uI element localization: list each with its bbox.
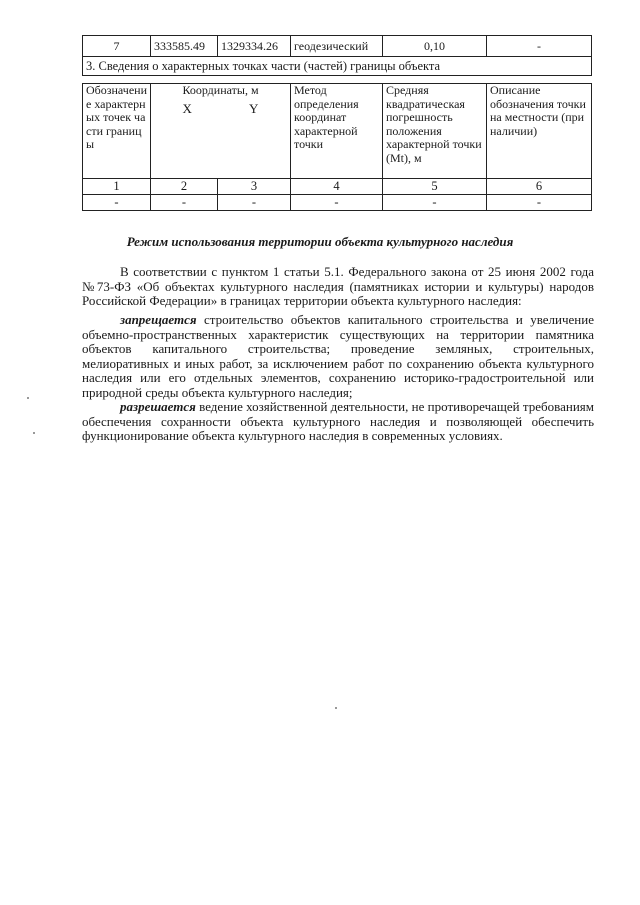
scan-speck	[335, 707, 337, 709]
y-coordinate-cell: 1329334.26	[218, 36, 291, 57]
header-description: Описание обозначения точки на местности (при наличии)	[487, 84, 592, 179]
x-coordinate-cell: 333585.49	[151, 36, 218, 57]
table-row	[83, 36, 592, 57]
table-cell: -	[218, 195, 291, 211]
table-cell: -	[383, 195, 487, 211]
paragraph-intro: В соответствии с пунктом 1 статьи 5.1. Федерального закона от 25 июня 2002 года №73-ФЗ «Об объектах культурного наследия (памятниках истории и культуры) народов Российской Федерации» в границах территории объекта культурного наследия:	[82, 264, 594, 309]
scan-speck	[27, 397, 29, 399]
keyword-prohibited: запрещается	[120, 312, 197, 327]
table-cell: -	[151, 195, 218, 211]
column-number: 4	[291, 179, 383, 195]
coordinates-table-tail	[82, 35, 592, 76]
column-numbers-row	[83, 179, 592, 195]
part-boundary-points-table	[82, 83, 592, 211]
header-coordinates	[151, 84, 291, 179]
table-cell: -	[83, 195, 151, 211]
table-cell: -	[487, 195, 592, 211]
header-x: X	[182, 100, 192, 116]
section-3-heading: 3. Сведения о характерных точках части (частей) границы объекта	[83, 57, 592, 76]
table-cell: -	[291, 195, 383, 211]
mt-cell: 0,10	[383, 36, 487, 57]
column-number: 5	[383, 179, 487, 195]
table-header-row	[83, 84, 592, 179]
paragraph-prohibited	[82, 313, 594, 401]
table-row	[83, 195, 592, 211]
header-coordinates-label: Координаты, м	[182, 83, 259, 97]
paragraph-permitted	[82, 400, 594, 444]
scan-speck	[33, 432, 35, 434]
header-mt: Средняя квадратическая погрешность положения характерной точки (Mt), м	[383, 84, 487, 179]
method-cell: геодезический	[291, 36, 383, 57]
column-number: 2	[151, 179, 218, 195]
header-point-designation: Обозначение характерных точек части границы	[83, 84, 151, 179]
prohibited-text: строительство объектов капитального строительства и увеличение объемно-пространственных характеристик существующих на территории памятника объектов капитального строительства; проведение земляных, строительных, мелиоративных и иных работ, за исключением работ по сохранению объекта культурного наследия или его отдельных элементов, сохранению историко-градостроительной или природной среды объекта культурного наследия;	[82, 312, 594, 400]
column-number: 6	[487, 179, 592, 195]
permitted-text: ведение хозяйственной деятельности, не противоречащей требованиям обеспечения сохранности объекта культурного наследия и позволяющей обеспечить функционирование объекта культурного наследия в современных условиях.	[82, 399, 594, 444]
header-y: Y	[249, 100, 259, 116]
table-row	[83, 57, 592, 76]
regime-title: Режим использования территории объекта культурного наследия	[126, 234, 514, 249]
description-cell: -	[487, 36, 592, 57]
header-coordinates-axes	[154, 102, 287, 116]
keyword-permitted: разрешается	[120, 399, 196, 414]
column-number: 3	[218, 179, 291, 195]
column-number: 1	[83, 179, 151, 195]
point-number-cell: 7	[83, 36, 151, 57]
header-method: Метод определения координат характерной точки	[291, 84, 383, 179]
